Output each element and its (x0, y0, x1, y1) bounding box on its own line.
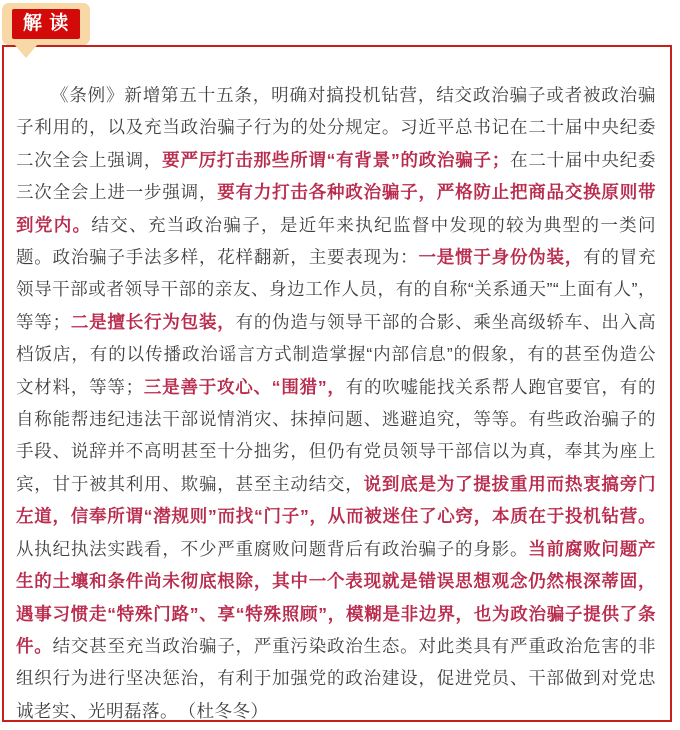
emphasis-text-segment: 要有力打击各种政治骗子，严格防止把商品交换原则带到党内。 (16, 182, 657, 235)
interpretation-badge (2, 3, 90, 45)
interpretation-badge-label: 解 读 (12, 9, 80, 39)
body-text-segment: 有的吹嘘能找关系帮人跑官要官，有的自称能帮违纪违法干部说情消灾、抹掉问题、逃避追究，等等。有些政治骗子的手段、说辞并不高明甚至十分拙劣，但仍有党员领导干部信以为真，奉其为座上宾，甘于被其利用、欺骗，甚至主动结交， (16, 376, 657, 494)
body-text-segment: 有的冒充领导干部或者领导干部的亲友、身边工作人员，有的自称“关系通天”“上面有人”，等等； (16, 247, 657, 332)
body-text-segment: 《条例》新增第五十五条，明确对搞投机钻营，结交政治骗子或者被政治骗子利用的，以及充当政治骗子行为的处分规定。习近平总书记在二十届中央纪委二次全会上强调， (16, 85, 656, 170)
body-text-segment: 有的伪造与领导干部的合影、乘坐高级轿车、出入高档饭店，有的以传播政治谣言方式制造掌握“内部信息”的假象，有的甚至伪造公文材料，等等； (16, 311, 657, 397)
body-text-segment: 在二十届中央纪委三次全会上进一步强调， (16, 149, 656, 203)
speech-bubble-tail-icon (14, 44, 38, 58)
emphasis-text-segment: 二是擅长行为包装， (70, 311, 236, 332)
emphasis-text-segment: 三是善于攻心、“围猎”， (143, 376, 346, 397)
article-paragraph (16, 79, 656, 727)
emphasis-text-segment: 要严厉打击那些所谓“有背景”的政治骗子； (162, 149, 510, 170)
body-text-segment: （杜冬冬） (169, 700, 269, 721)
body-text-segment: 结交、充当政治骗子，是近年来执纪监督中发现的较为典型的一类问题。政治骗子手法多样，花样翻新，主要表现为： (16, 214, 657, 268)
body-text-segment: 从执纪执法实践看，不少严重腐败问题背后有政治骗子的身影。 (16, 538, 529, 559)
emphasis-text-segment: 当前腐败问题产生的土壤和条件尚未彻底根除，其中一个表现就是错误思想观念仍然根深蒂固，遇事习惯走“特殊门路”、享“特殊照顾”，模糊是非边界，也为政治骗子提供了条件。 (16, 538, 656, 656)
body-text-segment: 结交甚至充当政治骗子，严重污染政治生态。对此类具有严重政治危害的非组织行为进行坚决惩治，有利于加强党的政治建设，促进党员、干部做到对党忠诚老实、光明磊落。 (16, 635, 657, 721)
emphasis-text-segment: 说到底是为了提拔重用而热衷搞旁门左道，信奉所谓“潜规则”而找“门子”，从而被迷住了心窍，本质在于投机钻营。 (16, 473, 657, 527)
emphasis-text-segment: 一是惯于身份伪装， (418, 247, 584, 268)
article-content-box (2, 45, 672, 722)
